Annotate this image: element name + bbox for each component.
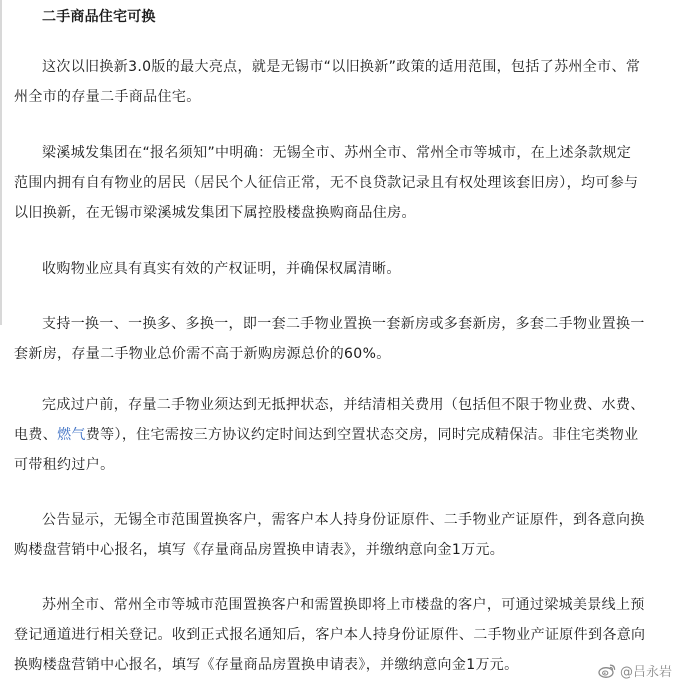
paragraph-line: 以旧换新，在无锡市梁溪城发集团下属控股楼盘换购商品住房。 (14, 205, 416, 221)
text-segment: 费等），住宅需按三方协议约定时间达到空置状态交房，同时完成精保洁。非住宅类物业 (85, 427, 639, 443)
paragraph-line: 苏州全市、常州全市等城市范围置换客户和需置换即将上市楼盘的客户，可通过梁城美景线上预 (42, 597, 645, 613)
paragraph-line: 梁溪城发集团在“报名须知”中明确：无锡全市、苏州全市、常州全市等城市，在上述条款规定 (42, 145, 632, 161)
paragraph-line: 支持一换一、一换多、多换一，即一套二手物业置换一套新房或多套新房，多套二手物业置换一 (42, 316, 645, 332)
left-border-rule (0, 0, 2, 325)
paragraph-line: 这次以旧换新3.0版的最大亮点，就是无锡市“以旧换新”政策的适用范围，包括了苏州全市、常 (42, 59, 641, 75)
paragraph-line: 登记通道进行相关登记。收到正式报名通知后，客户本人持身份证原件、二手物业产证原件到各意向 (14, 627, 646, 643)
watermark-author: @吕永岩 (619, 665, 672, 680)
paragraph-line: 购楼盘营销中心报名，填写《存量商品房置换申请表》，并缴纳意向金1万元。 (14, 542, 505, 558)
paragraph-line: 可带租约过户。 (14, 457, 115, 473)
weibo-watermark (598, 661, 672, 680)
paragraph-line (14, 420, 680, 450)
paragraph-line: 范围内拥有自有物业的居民（居民个人征信正常，无不良贷款记录且有权处理该套旧房），均可参与 (14, 175, 639, 191)
paragraph-line: 收购物业应具有真实有效的产权证明，并确保权属清晰。 (42, 261, 401, 277)
section-heading: 二手商品住宅可换 (42, 9, 156, 25)
paragraph-line: 套新房，存量二手物业总价需不高于新购房源总价的60%。 (14, 346, 391, 362)
paragraph-line: 公告显示，无锡全市范围置换客户，需客户本人持身份证原件、二手物业产证原件，到各意向换 (42, 512, 645, 528)
paragraph-3 (14, 254, 680, 284)
paragraph-1 (14, 52, 680, 112)
paragraph-line: 州全市的存量二手商品住宅。 (14, 89, 201, 105)
paragraph-line: 完成过户前，存量二手物业须达到无抵押状态，并结清相关费用（包括但不限于物业费、水费、 (42, 397, 645, 413)
paragraph-line: 换购楼盘营销中心报名，填写《存量商品房置换申请表》，并缴纳意向金1万元。 (14, 657, 519, 673)
paragraph-7 (14, 590, 680, 680)
paragraph-6 (14, 505, 680, 565)
paragraph-4 (14, 309, 680, 369)
paragraph-2 (14, 138, 680, 228)
text-segment: 电费、 (14, 427, 58, 443)
paragraph-5 (14, 390, 680, 480)
gas-keyword-link[interactable]: 燃气 (57, 427, 86, 443)
weibo-logo-icon (598, 663, 616, 678)
